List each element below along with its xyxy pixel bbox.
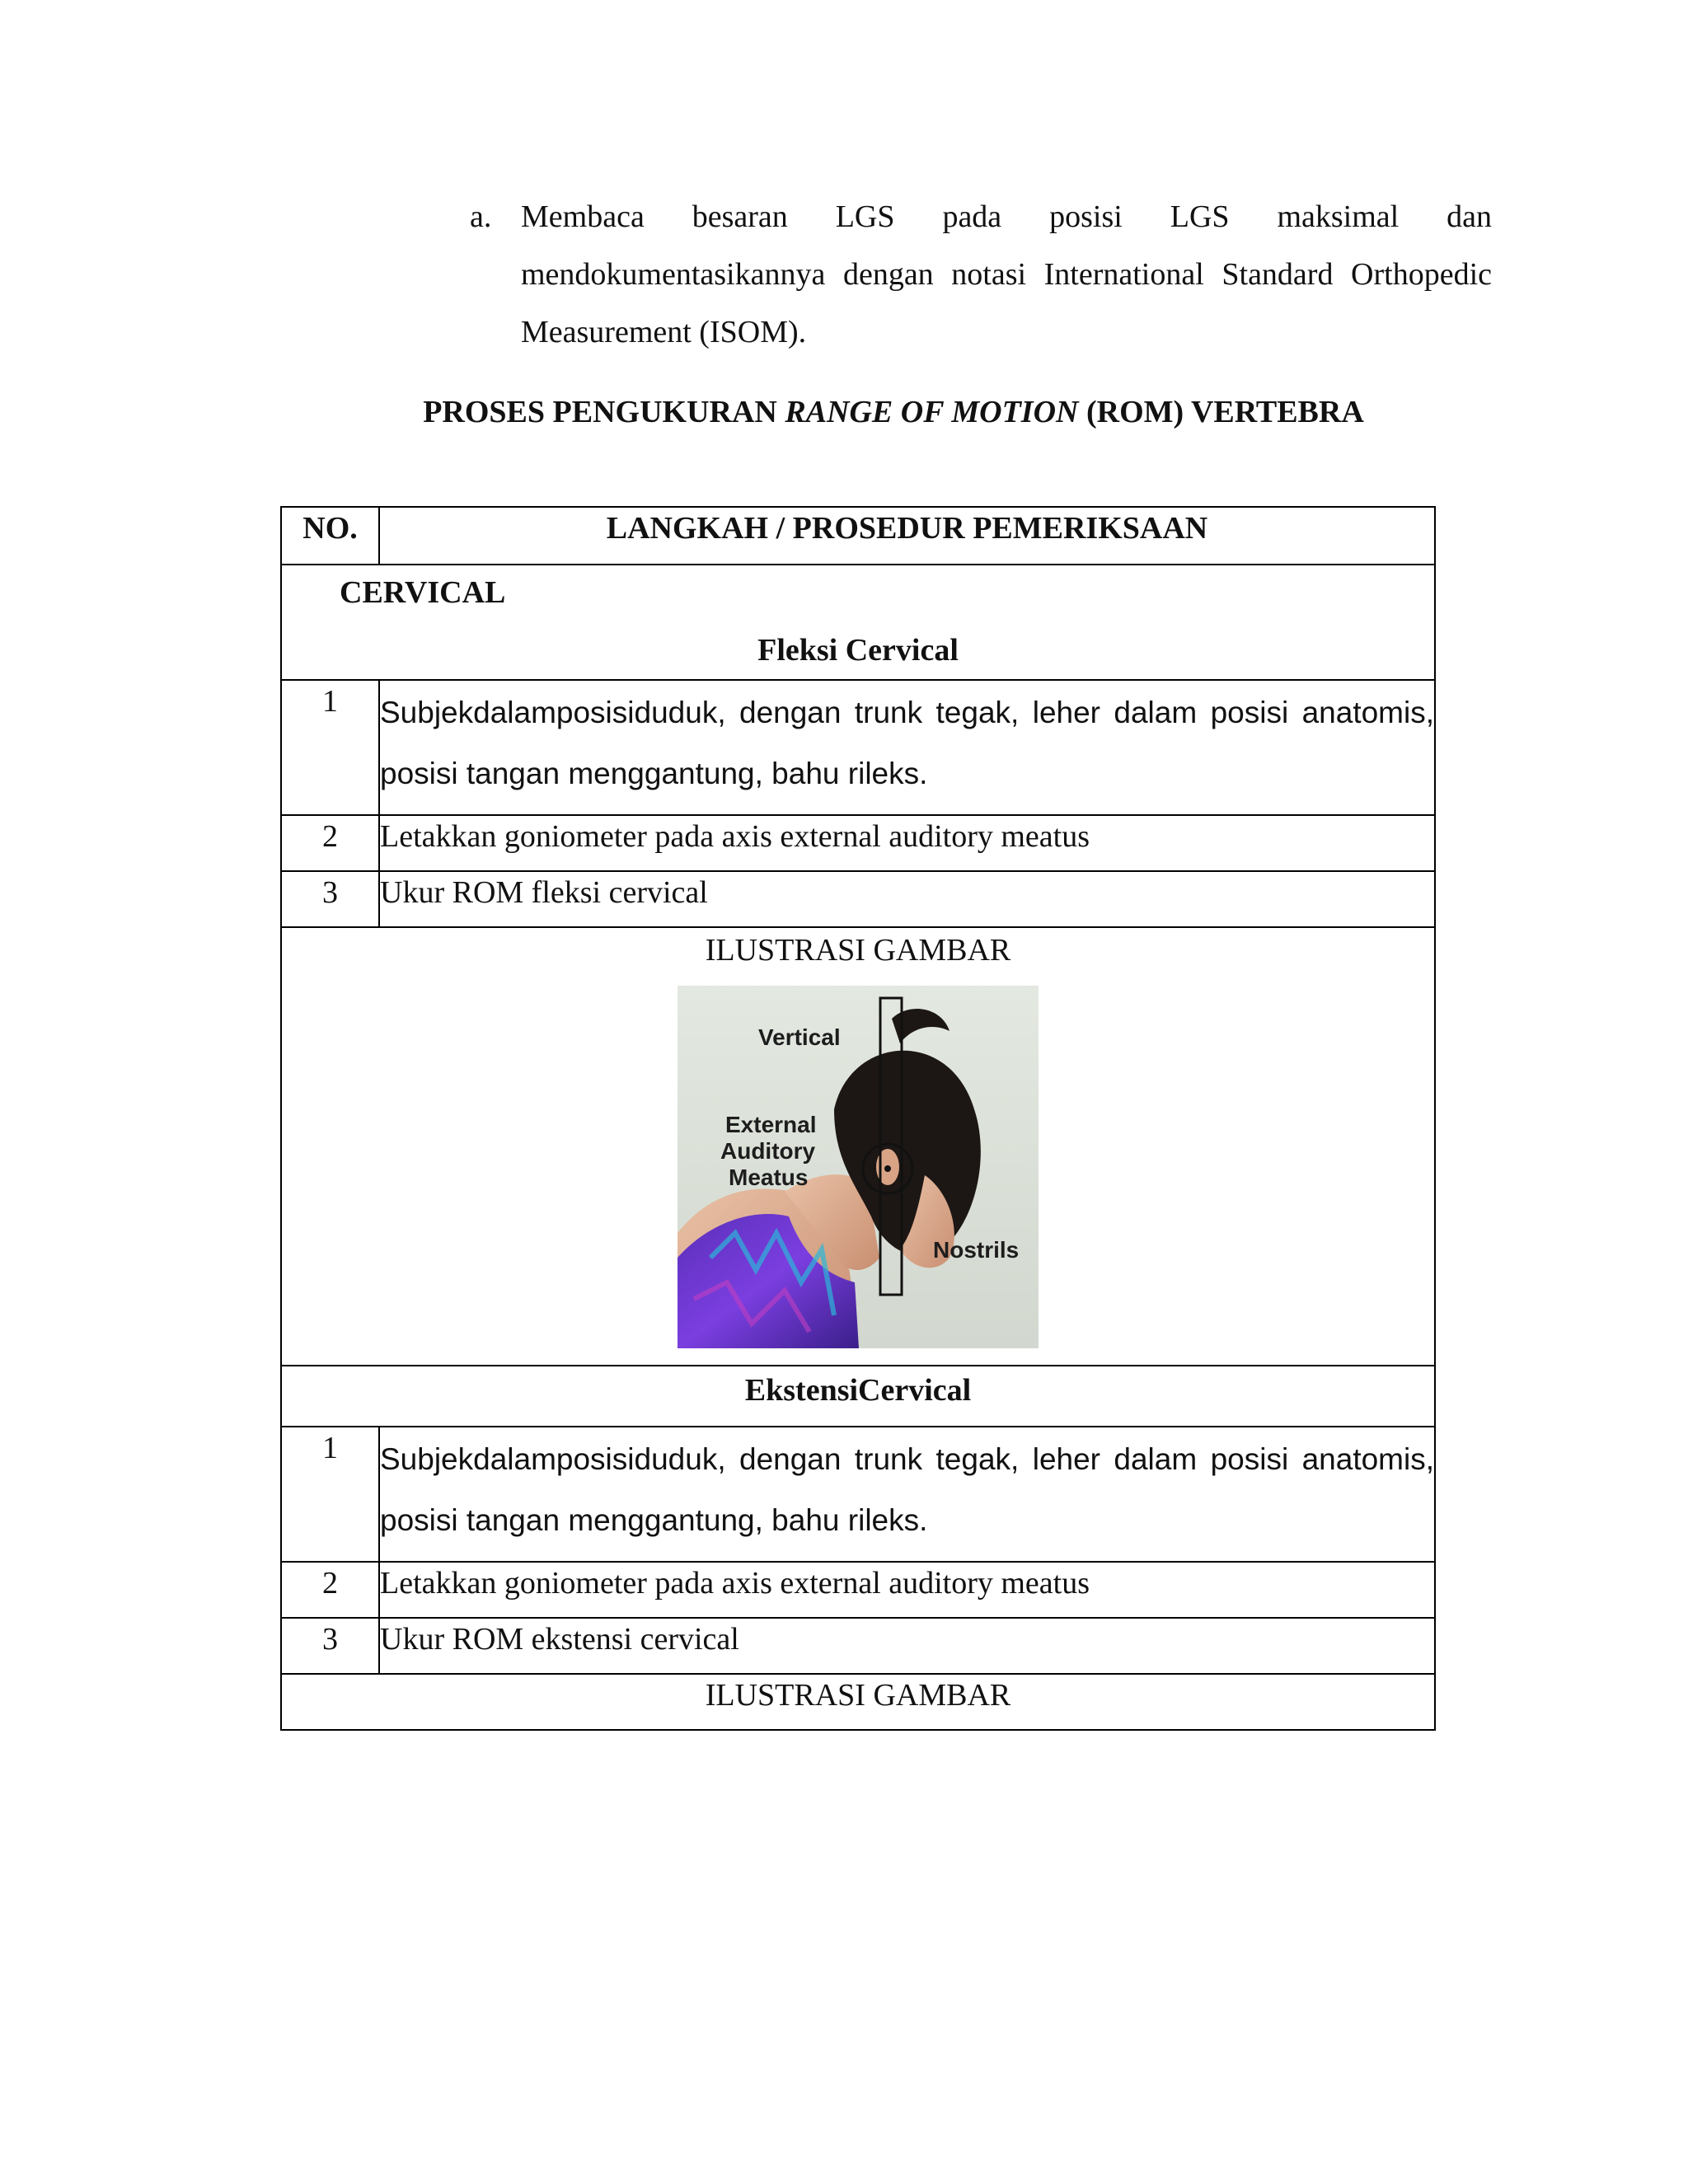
step-text: Subjekdalamposisiduduk, dengan trunk tegak, leher dalam posisi anatomis, posisi tangan menggantung, bahu rileks.: [379, 1427, 1435, 1562]
extension-title: EkstensiCervical: [744, 1373, 972, 1408]
extension-title-cell: [281, 1366, 1435, 1427]
section-title: [0, 391, 1688, 433]
list-marker: a.: [470, 199, 492, 234]
section-title-part3: (ROM) VERTEBRA: [1078, 395, 1364, 429]
procedure-table: [280, 506, 1436, 1731]
step-text: Letakkan goniometer pada axis external auditory meatus: [379, 815, 1435, 871]
step-text: Ukur ROM ekstensi cervical: [379, 1618, 1435, 1674]
intro-list-item: [470, 188, 1492, 361]
illustration-title: ILUSTRASI GAMBAR: [281, 1674, 1435, 1730]
table-row: [281, 1618, 1435, 1674]
section-title-part1: PROSES PENGUKURAN: [423, 395, 785, 429]
subsection-row: [281, 1366, 1435, 1427]
table-row: [281, 680, 1435, 815]
step-text: Ukur ROM fleksi cervical: [379, 871, 1435, 927]
table-row: [281, 815, 1435, 871]
table-row: [281, 1562, 1435, 1618]
intro-text: Membaca besaran LGS pada posisi LGS maksimal dan mendokumentasikannya dengan notasi International Standard Orthopedic Measurement (ISOM).: [521, 199, 1492, 349]
step-number: 1: [281, 680, 379, 815]
group-cell: [281, 565, 1435, 680]
table-row: [281, 871, 1435, 927]
header-no: NO.: [281, 507, 379, 565]
step-number: 2: [281, 815, 379, 871]
step-number: 3: [281, 871, 379, 927]
flexion-title: Fleksi Cervical: [757, 633, 959, 668]
step-number: 2: [281, 1562, 379, 1618]
neck-flexion-photo: [678, 986, 1039, 1348]
illustration-title: ILUSTRASI GAMBAR: [705, 933, 1011, 968]
group-title: CERVICAL: [340, 575, 506, 610]
header-step: LANGKAH / PROSEDUR PEMERIKSAAN: [379, 507, 1435, 565]
label-meatus: Meatus: [729, 1165, 809, 1190]
group-row: [281, 565, 1435, 680]
table-header-row: [281, 507, 1435, 565]
table-row: [281, 1427, 1435, 1562]
label-auditory: Auditory: [720, 1138, 816, 1164]
label-vertical: Vertical: [758, 1024, 841, 1050]
illustration-cell: [281, 927, 1435, 1366]
label-external: External: [725, 1112, 817, 1137]
step-text: Letakkan goniometer pada axis external auditory meatus: [379, 1562, 1435, 1618]
illustration-row: [281, 1674, 1435, 1730]
step-number: 1: [281, 1427, 379, 1562]
illustration-row: [281, 927, 1435, 1366]
label-nostrils: Nostrils: [933, 1237, 1020, 1263]
step-text: Subjekdalamposisiduduk, dengan trunk tegak, leher dalam posisi anatomis, posisi tangan menggantung, bahu rileks.: [379, 680, 1435, 815]
step-number: 3: [281, 1618, 379, 1674]
section-title-italic: RANGE OF MOTION: [785, 395, 1079, 429]
